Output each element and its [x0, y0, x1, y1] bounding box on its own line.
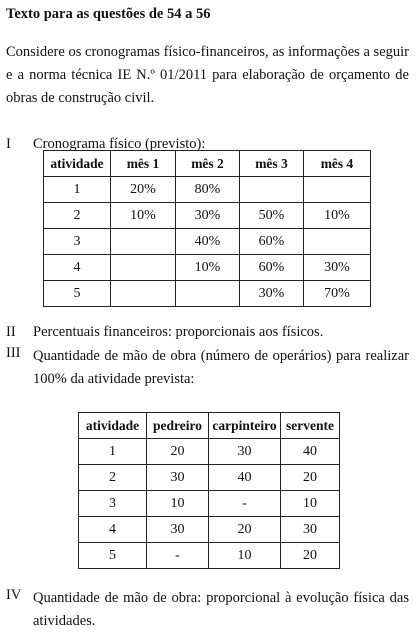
table-cell	[304, 229, 371, 255]
table-cell: 5	[44, 281, 111, 307]
table-cell: 40	[281, 439, 340, 465]
table-row	[79, 439, 340, 465]
table-cell: 30%	[240, 281, 304, 307]
table-cell: 30	[147, 465, 209, 491]
table-header-row	[44, 151, 371, 177]
table-cell	[176, 281, 240, 307]
table-cell: -	[209, 491, 281, 517]
table-header-cell: servente	[281, 413, 340, 439]
table-header-cell: mês 4	[304, 151, 371, 177]
table-header-cell: mês 1	[111, 151, 176, 177]
table-cell: 60%	[240, 229, 304, 255]
table-cell: 4	[79, 517, 147, 543]
table-row	[44, 229, 371, 255]
table-cell: 10%	[176, 255, 240, 281]
labor-quantity-table	[78, 412, 340, 569]
table-cell: 30	[209, 439, 281, 465]
table-header-cell: carpinteiro	[209, 413, 281, 439]
table-cell: 2	[79, 465, 147, 491]
table-header-cell: mês 2	[176, 151, 240, 177]
table-cell: 10%	[304, 203, 371, 229]
table-cell: 20%	[111, 177, 176, 203]
table-header-cell: pedreiro	[147, 413, 209, 439]
table-cell: 10	[281, 491, 340, 517]
table-cell: 1	[79, 439, 147, 465]
table-cell: 1	[44, 177, 111, 203]
physical-schedule-table	[43, 150, 371, 307]
table-cell: 30%	[304, 255, 371, 281]
table-cell	[111, 229, 176, 255]
item-text: Quantidade de mão de obra: proporcional à evolução física das atividades.	[33, 590, 409, 629]
table-cell: 2	[44, 203, 111, 229]
table-row	[44, 203, 371, 229]
table-cell: 30	[281, 517, 340, 543]
table-cell: 5	[79, 543, 147, 569]
table-cell: 20	[209, 517, 281, 543]
table-cell: -	[147, 543, 209, 569]
item-text: Cronograma físico (previsto):	[33, 136, 206, 152]
table-row	[44, 281, 371, 307]
table-cell: 3	[79, 491, 147, 517]
table-cell: 60%	[240, 255, 304, 281]
table-row	[79, 543, 340, 569]
table-cell: 10	[209, 543, 281, 569]
table-cell	[111, 255, 176, 281]
item-number: III	[6, 345, 21, 361]
table-header-cell: mês 3	[240, 151, 304, 177]
table-cell	[240, 177, 304, 203]
table-row	[44, 177, 371, 203]
table-cell: 4	[44, 255, 111, 281]
table-cell: 70%	[304, 281, 371, 307]
table-cell: 40	[209, 465, 281, 491]
section-heading: Texto para as questões de 54 a 56	[6, 6, 211, 22]
table-cell: 10	[147, 491, 209, 517]
table-cell: 80%	[176, 177, 240, 203]
table-cell: 20	[147, 439, 209, 465]
table-header-cell: atividade	[44, 151, 111, 177]
table-row	[44, 255, 371, 281]
table-row	[79, 517, 340, 543]
table-cell: 40%	[176, 229, 240, 255]
table-cell	[111, 281, 176, 307]
table-cell: 30%	[176, 203, 240, 229]
table-cell: 20	[281, 543, 340, 569]
item-text: Quantidade de mão de obra (número de operários) para realizar 100% da atividade prevista:	[33, 348, 409, 387]
table-cell: 10%	[111, 203, 176, 229]
item-number: IV	[6, 587, 22, 603]
item-number: II	[6, 324, 16, 340]
table-cell	[304, 177, 371, 203]
item-text: Percentuais financeiros: proporcionais aos físicos.	[33, 324, 324, 340]
table-header-row	[79, 413, 340, 439]
table-cell: 3	[44, 229, 111, 255]
table-row	[79, 465, 340, 491]
table-row	[79, 491, 340, 517]
table-cell: 30	[147, 517, 209, 543]
intro-paragraph: Considere os cronogramas físico-financeiros, as informações a seguir e a norma técnica IE N.º 01/2011 para elaboração de orçamento de obras de construção civil.	[6, 44, 409, 106]
table-cell: 20	[281, 465, 340, 491]
table-cell: 50%	[240, 203, 304, 229]
table-header-cell: atividade	[79, 413, 147, 439]
item-number: I	[6, 136, 11, 152]
